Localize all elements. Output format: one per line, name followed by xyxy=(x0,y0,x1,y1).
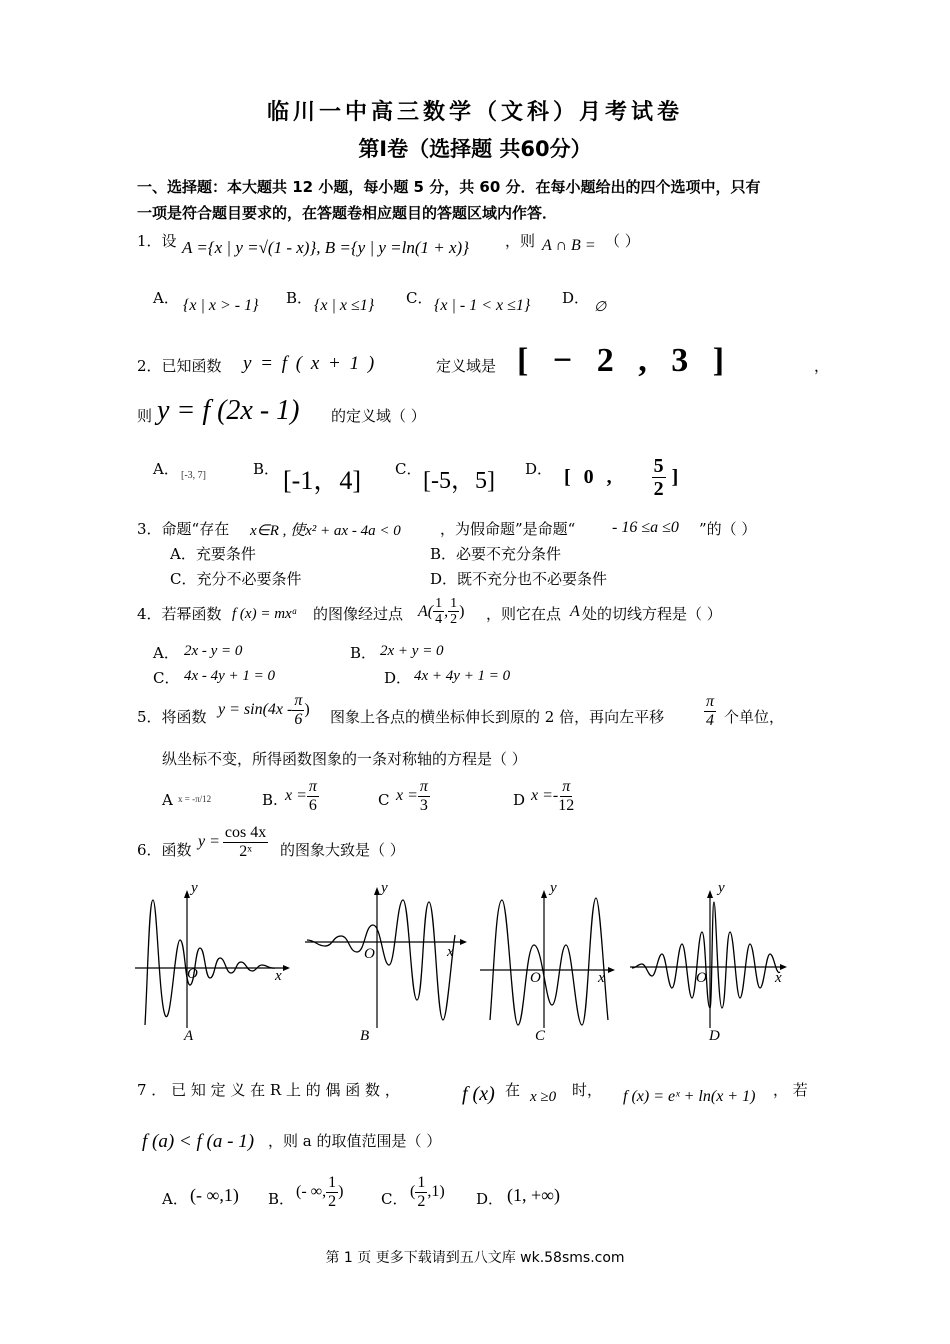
q4-option-c: 4x - 4y + 1 = 0 xyxy=(184,668,276,684)
q5-option-d-den: 12 xyxy=(558,796,575,814)
q4-option-a-label: A． xyxy=(153,644,179,662)
q7-option-a: (- ∞,1) xyxy=(190,1185,239,1205)
q4-option-a: 2x - y = 0 xyxy=(184,643,243,659)
q7-line1: 7 ． 已 知 定 义 在 R 上 的 偶 函 数 ， xyxy=(137,1081,400,1099)
q6-text-b: 的图象大致是（ ） xyxy=(280,841,405,859)
q5-shift-num: π xyxy=(706,693,715,710)
q6-text-a: 6．函数 xyxy=(137,841,192,859)
q1-option-b: {x | x ≤1} xyxy=(314,297,375,314)
q5-shift-fraction xyxy=(704,693,716,729)
q4-point-y-num: 1 xyxy=(450,596,458,611)
q5-fraction xyxy=(292,692,304,728)
q6-graph-c-label: C xyxy=(535,1028,546,1044)
q2-domain-text: 定义域是 xyxy=(436,357,497,375)
q6-function xyxy=(198,824,268,860)
q2-option-d-pre: [ 0 , xyxy=(564,466,616,488)
q6-graph-d-x: x xyxy=(775,970,782,986)
q2-option-c-label: C． xyxy=(395,460,422,478)
q5-option-c-den: 3 xyxy=(419,796,428,814)
q5-shift-den: 4 xyxy=(706,711,714,729)
q5-option-a: x = -π/12 xyxy=(178,794,212,804)
q2-number: 2．已知函数 xyxy=(137,357,222,375)
q3-expression: x∈R , 使x² + ax - 4a < 0 xyxy=(250,523,401,539)
q2-option-a-label: A． xyxy=(153,460,179,478)
q5-option-d-pre: x =- xyxy=(531,787,559,805)
q5-option-b-num: π xyxy=(308,778,317,795)
q7-option-c-den: 2 xyxy=(417,1192,426,1210)
q6-graph-b-y: y xyxy=(381,880,388,896)
q7-ask: ，则 a 的取值范围是（ ） xyxy=(268,1132,442,1150)
q5-option-b xyxy=(285,778,319,814)
q1-option-c-label: C． xyxy=(406,289,433,307)
q2-option-c: [-5，5] xyxy=(423,468,495,494)
q5-option-d-fraction xyxy=(558,778,574,814)
x-axis-arrow xyxy=(608,967,615,973)
q6-graph-b-origin: O xyxy=(364,946,375,962)
y-axis-arrow xyxy=(541,890,547,898)
q7-condition: x ≥0 xyxy=(530,1089,557,1105)
q2-option-d-fraction xyxy=(652,455,666,500)
q4-option-b: 2x + y = 0 xyxy=(380,643,444,659)
q6-graph-c-y: y xyxy=(550,880,557,896)
q5-expression-post: ) xyxy=(304,701,310,719)
q5-option-c-label: C xyxy=(378,791,390,809)
q5-expression-pre: y = sin(4x - xyxy=(218,701,293,719)
q5-text-a: 5．将函数 xyxy=(137,708,207,726)
q4-text-a: 4．若幂函数 xyxy=(137,605,222,623)
curve xyxy=(490,898,608,1025)
q5-option-d xyxy=(531,778,574,814)
q3-expression2: - 16 ≤a ≤0 xyxy=(612,519,679,536)
q7-option-b-pre: (- ∞, xyxy=(296,1183,327,1201)
q5-text-c: 个单位， xyxy=(724,708,785,726)
q6-graph-c xyxy=(480,880,620,1044)
instructions-line1: 一、选择题：本大题共 12 小题，每小题 5 分，共 60 分．在每小题给出的四个选项中，只有 xyxy=(137,178,761,196)
q6-function-y: y = xyxy=(198,833,220,851)
q1-option-b-label: B． xyxy=(286,289,313,307)
q2-option-b: [-1，4] xyxy=(283,466,361,495)
q6-graph-d xyxy=(630,880,795,1044)
q6-graph-a-y: y xyxy=(191,880,198,896)
q4-option-d-label: D． xyxy=(384,669,412,687)
instructions-line2: 一项是符合题目要求的，在答题卷相应题目的答题区域内作答． xyxy=(137,204,558,222)
q4-point-x-num: 1 xyxy=(435,596,443,611)
q5-text-b: 图象上各点的横坐标伸长到原的 2 倍，再向左平移 xyxy=(330,708,665,726)
q7-option-d: (1, +∞) xyxy=(507,1185,560,1205)
q6-graph-b xyxy=(305,880,470,1044)
q5-option-b-label: B. xyxy=(262,791,278,809)
q1-number: 1．设 xyxy=(137,232,177,250)
y-axis-arrow xyxy=(184,890,190,898)
curve xyxy=(632,902,780,1008)
q3-text-b: ，为假命题”是命题“ xyxy=(440,520,576,538)
q7-option-b-num: 1 xyxy=(328,1174,337,1191)
q6-graph-c-origin: O xyxy=(530,970,541,986)
q5-option-d-label: D xyxy=(513,791,526,809)
q2-option-d-denominator: 2 xyxy=(653,478,664,500)
q7-option-c-post: ,1) xyxy=(427,1183,445,1201)
q3-option-c: C．充分不必要条件 xyxy=(170,570,302,588)
q5-option-a-label: A xyxy=(162,791,173,809)
q6-graph-c-x: x xyxy=(598,970,605,986)
q5-option-b-fraction xyxy=(307,778,319,814)
q7-option-b xyxy=(296,1174,343,1210)
q7-option-b-fraction xyxy=(326,1174,338,1210)
q5-line2: 纵坐标不变，所得函数图象的一条对称轴的方程是（ ） xyxy=(162,750,527,768)
q5-fraction-num: π xyxy=(294,692,303,709)
q4-point-post: ) xyxy=(459,602,465,620)
q7-when: 时， xyxy=(572,1081,603,1099)
q4-point-pre: A( xyxy=(418,602,434,620)
q1-option-c: {x | - 1 < x ≤1} xyxy=(434,297,531,314)
q4-text-e: 处的切线方程是（ ） xyxy=(582,605,722,623)
q1-option-d-label: D． xyxy=(562,289,590,307)
q7-function: f (x) xyxy=(462,1083,495,1105)
curve xyxy=(145,900,275,1025)
q2-option-d-numerator: 5 xyxy=(653,455,664,477)
q2-function: y = f ( x + 1 ) xyxy=(243,353,377,374)
q6-graph-a-svg xyxy=(135,880,295,1030)
q6-graph-d-svg xyxy=(630,880,795,1030)
q4-text-b: 的图像经过点 xyxy=(313,605,404,623)
q1-option-a: {x | x > - 1} xyxy=(183,297,259,314)
q5-option-c-num: π xyxy=(419,778,428,795)
q7-if: ， 若 xyxy=(773,1081,808,1099)
q7-in: 在 xyxy=(505,1081,521,1099)
q7-option-d-label: D． xyxy=(476,1190,504,1208)
q1-then: ，则 xyxy=(505,232,536,250)
q3-option-a: A．充要条件 xyxy=(170,545,256,563)
q6-fraction-den: 2ˣ xyxy=(239,842,252,860)
q7-option-c-pre: ( xyxy=(410,1183,416,1201)
page-footer: 第 1 页 更多下载请到五八文库 wk.58sms.com xyxy=(325,1250,625,1266)
q2-then: 则 xyxy=(137,407,153,425)
q3-option-d: D．既不充分也不必要条件 xyxy=(430,570,608,588)
q6-graph-b-svg xyxy=(305,880,470,1030)
q7-option-c-label: C． xyxy=(381,1190,408,1208)
q2-option-d xyxy=(564,455,678,500)
q7-option-c-fraction xyxy=(415,1174,427,1210)
q6-graph-d-y: y xyxy=(718,880,725,896)
x-axis-arrow xyxy=(460,939,467,945)
q4-point-y xyxy=(448,596,459,628)
q2-ask: 的定义域（ ） xyxy=(331,407,426,425)
q2-option-b-label: B． xyxy=(253,460,280,478)
q4-point xyxy=(418,596,464,628)
q3-text-c: ”的（ ） xyxy=(699,520,757,538)
q3-option-b: B．必要不充分条件 xyxy=(430,545,562,563)
q6-graph-b-label: B xyxy=(360,1028,370,1044)
q2-comma: ， xyxy=(814,357,830,375)
q2-option-d-post: ] xyxy=(671,466,679,488)
q2-option-a: [-3, 7] xyxy=(181,470,206,481)
curve xyxy=(307,900,455,1020)
q4-option-b-label: B． xyxy=(350,644,377,662)
q3-text-a: 3．命题“存在 xyxy=(137,520,230,538)
q6-graph-d-origin: O xyxy=(696,970,707,986)
q7-inequality: f (a) < f (a - 1) xyxy=(142,1131,255,1152)
q4-point-y-den: 2 xyxy=(450,612,458,628)
y-axis-arrow xyxy=(374,887,380,895)
q4-option-c-label: C． xyxy=(153,669,180,687)
page-title: 临川一中高三数学（文科）月考试卷 xyxy=(266,100,683,125)
q6-graph-a-x: x xyxy=(275,968,282,984)
q6-fraction xyxy=(223,824,268,860)
q4-expression: f (x) = mxᵃ xyxy=(232,606,298,622)
q4-text-c: ，则它在点 xyxy=(486,605,562,623)
y-axis-arrow xyxy=(707,890,713,898)
q6-graph-b-x: x xyxy=(447,944,454,960)
q5-option-c-pre: x = xyxy=(396,787,418,805)
q1-paren: （ ） xyxy=(605,232,640,250)
q7-option-b-den: 2 xyxy=(328,1192,337,1210)
q5-fraction-den: 6 xyxy=(294,710,303,728)
x-axis-arrow xyxy=(283,965,290,971)
q6-graph-c-svg xyxy=(480,880,620,1030)
q5-option-d-num: π xyxy=(562,778,571,795)
q4-point-x xyxy=(433,596,444,628)
q4-point-sep: , xyxy=(444,602,449,620)
q5-option-c-fraction xyxy=(418,778,430,814)
q6-graph-a xyxy=(135,880,295,1044)
q2-function2: y = f (2x - 1) xyxy=(157,395,300,426)
q5-option-b-pre: x = xyxy=(285,787,307,805)
q6-graph-d-label: D xyxy=(709,1028,720,1044)
q7-option-b-post: ) xyxy=(338,1183,344,1201)
q1-option-a-label: A． xyxy=(153,289,179,307)
q1-expression2: A ∩ B = xyxy=(542,237,596,254)
q5-option-c xyxy=(396,778,430,814)
q6-fraction-num: cos 4x xyxy=(224,824,267,841)
q2-option-d-label: D． xyxy=(525,460,553,478)
q2-interval: [ − 2 , 3 ] xyxy=(517,342,733,379)
q5-expression xyxy=(218,692,310,728)
q6-graph-a-label: A xyxy=(184,1028,194,1044)
q4-text-d: A xyxy=(570,603,580,620)
q7-option-c xyxy=(410,1174,445,1210)
section-subtitle: 第Ⅰ卷（选择题 共60分） xyxy=(358,137,592,161)
q7-definition: f (x) = eˣ + ln(x + 1) xyxy=(623,1088,756,1105)
q7-option-c-num: 1 xyxy=(417,1174,426,1191)
q4-point-x-den: 4 xyxy=(435,612,443,628)
q7-option-b-label: B． xyxy=(268,1190,295,1208)
q5-option-b-den: 6 xyxy=(308,796,317,814)
q6-graph-a-origin: O xyxy=(187,966,198,982)
q1-option-d: ∅ xyxy=(594,300,607,315)
q4-option-d: 4x + 4y + 1 = 0 xyxy=(414,668,511,684)
q7-option-a-label: A． xyxy=(162,1190,188,1208)
q1-expression: A ={x | y =√(1 - x)}, B ={y | y =ln(1 + x)} xyxy=(182,238,469,257)
